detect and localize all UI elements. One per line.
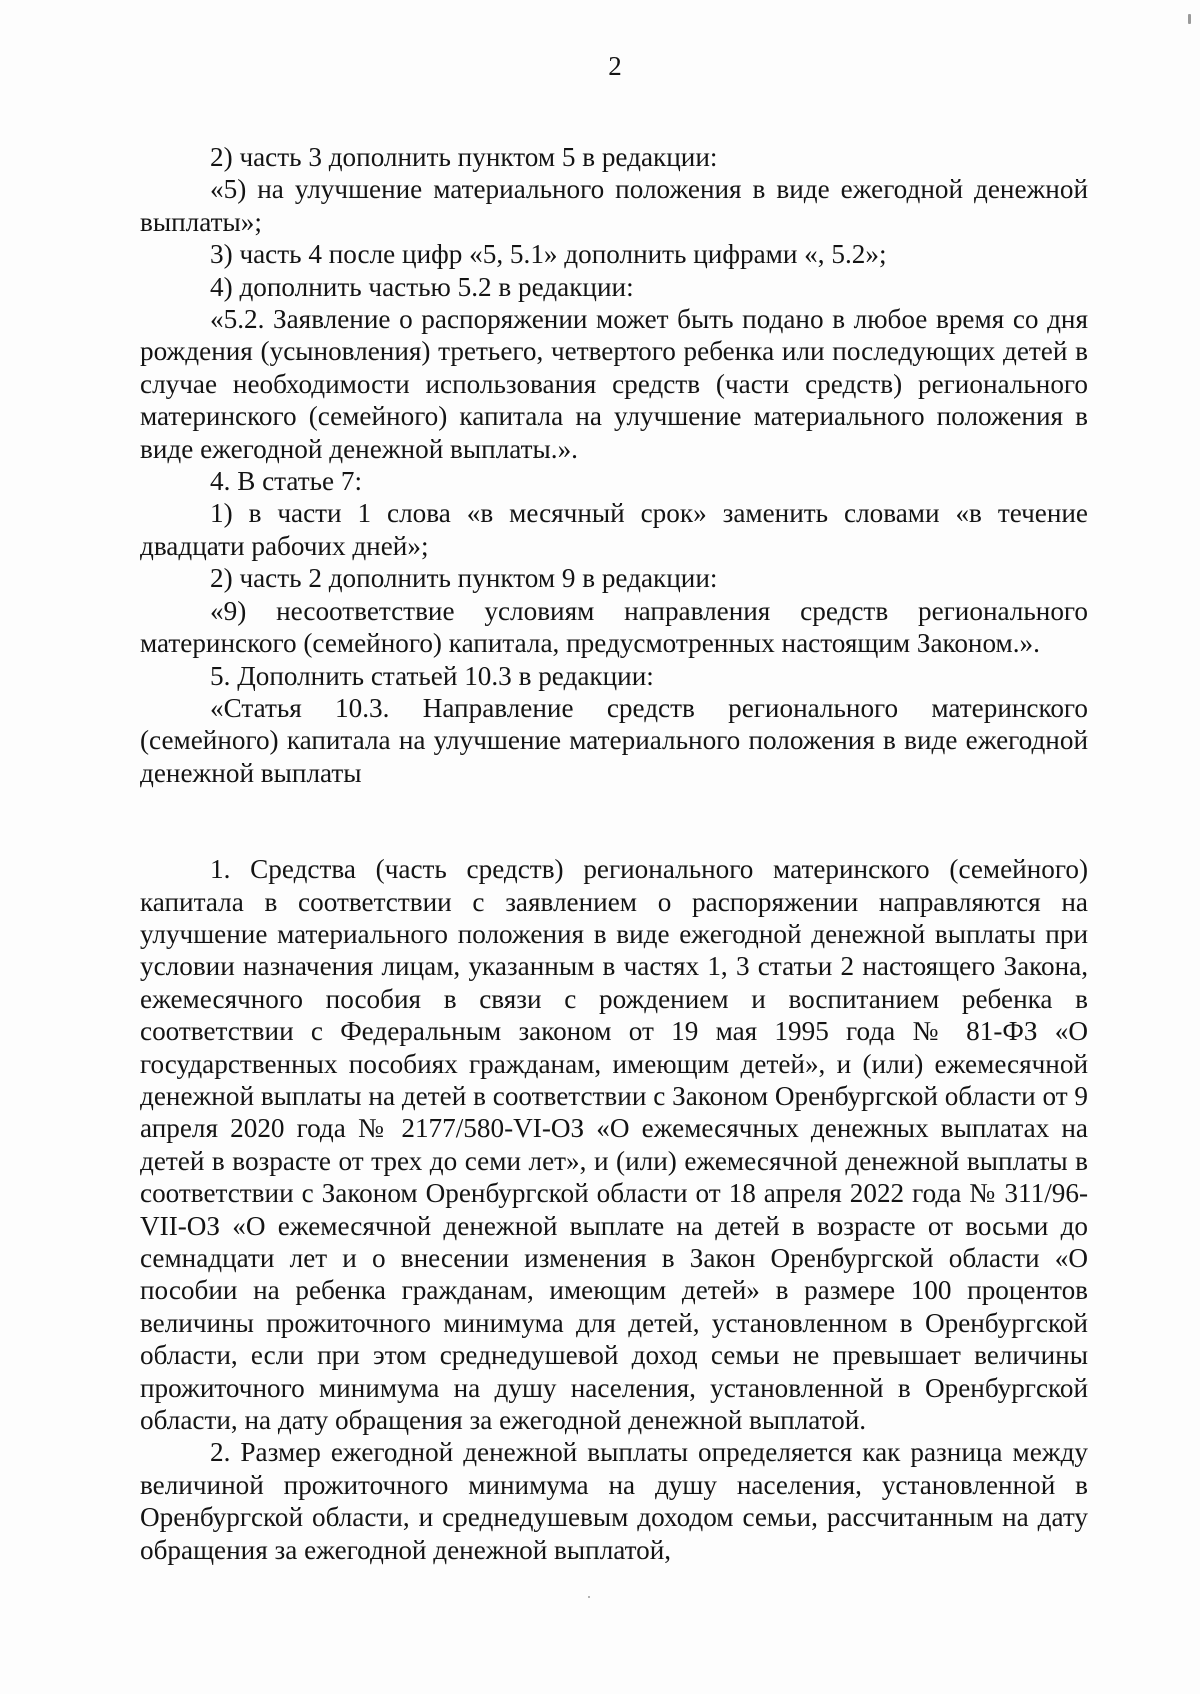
paragraph: 3) часть 4 после цифр «5, 5.1» дополнить цифрами «, 5.2»; xyxy=(210,239,887,270)
document-body xyxy=(140,141,1088,1566)
paragraph: 1. Средства (часть средств) регионального материнского (семейного) капитала в соответствии с заявлением о распоряжении направляются на улучшение материального положения в виде ежегодной денежной выплаты при условии назначения лицам, указанным в частях 1, 3 статьи 2 настоящего Закона, ежемесячного пособия в связи с рождением и воспитанием ребенка в соответствии с Федеральным законом от 19 мая 1995 года № 81-ФЗ «О государственных пособиях гражданам, имеющим детей», и (или) ежемесячной денежной выплаты на детей в соответствии с Законом Оренбургской области от 9 апреля 2020 года № 2177/580-VI-ОЗ «О ежемесячных денежных выплатах на детей в возрасте от трех до семи лет», и (или) ежемесячной денежной выплаты в соответствии с Законом Оренбургской области от 18 апреля 2022 года № 311/96-VII-ОЗ «О ежемесячной денежной выплате на детей в возрасте от восьми до семнадцати лет и о внесении изменения в Закон Оренбургской области «О пособии на ребенка гражданам, имеющим детей» в размере 100 процентов величины прожиточного минимума для детей, установленном в Оренбургской области, если при этом среднедушевой доход семьи не превышает величины прожиточного минимума на душу населения, установленной в Оренбургской области, на дату обращения за ежегодной денежной выплатой. xyxy=(140,854,1088,1436)
paragraph: 4) дополнить частью 5.2 в редакции: xyxy=(210,271,634,302)
paragraph: «5) на улучшение материального положения в виде ежегодной денежной выплаты»; xyxy=(140,174,1088,237)
article-heading: «Статья 10.3. Направление средств регионального материнского (семейного) капитала на улучшение материального положения в виде ежегодной денежной выплаты xyxy=(140,692,1088,788)
scan-speck xyxy=(1188,14,1191,24)
paragraph: «5.2. Заявление о распоряжении может быть подано в любое время со дня рождения (усыновления) третьего, четвертого ребенка или последующих детей в случае необходимости использования средств (части средств) регионального материнского (семейного) капитала на улучшение материального положения в виде ежегодной денежной выплаты.». xyxy=(140,304,1088,464)
paragraph: 5. Дополнить статьей 10.3 в редакции: xyxy=(210,660,654,691)
paragraph: 1) в части 1 слова «в месячный срок» заменить словами «в течение двадцати рабочих дней»; xyxy=(140,498,1088,561)
paragraph: «9) несоответствие условиям направления средств регионального материнского (семейного) капитала, предусмотренных настоящим Законом.». xyxy=(140,595,1088,659)
page-number: 2 xyxy=(608,51,622,81)
paragraph: 2. Размер ежегодной денежной выплаты определяется как разница между величиной прожиточного минимума на душу населения, установленной в Оренбургской области, и среднедушевым доходом семьи, рассчитанным на дату обращения за ежегодной денежной выплатой, xyxy=(140,1437,1088,1565)
section-gap xyxy=(140,789,1088,853)
paragraph: 2) часть 3 дополнить пунктом 5 в редакции: xyxy=(210,142,718,172)
paragraph: 4. В статье 7: xyxy=(210,466,363,497)
scan-speck xyxy=(588,1596,590,1598)
paragraph: 2) часть 2 дополнить пунктом 9 в редакции: xyxy=(210,563,718,594)
